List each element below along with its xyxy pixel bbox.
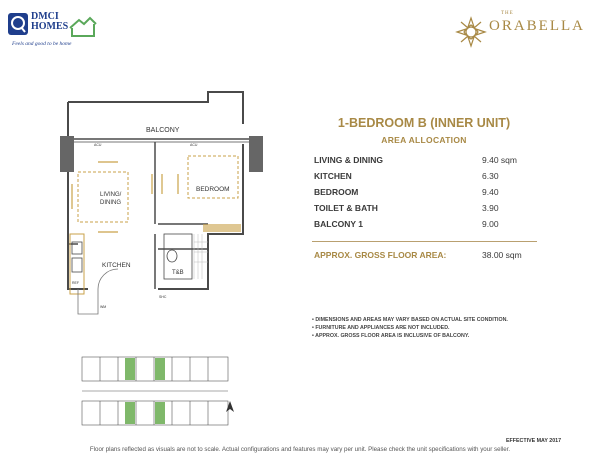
area-row-value: 9.00 [482, 219, 499, 229]
developer-name-line1: DMCI [31, 11, 59, 22]
unit-floor-plan [58, 84, 273, 346]
acu-label: ACU [94, 143, 102, 147]
orabella-emblem-icon [455, 16, 487, 48]
area-row-label: BEDROOM [314, 187, 359, 197]
divider [312, 241, 537, 242]
disclaimer: Floor plans reflected as visuals are not to scale. Actual configurations and features may vary per unit. Please check the unit specifications with your seller. [89, 446, 511, 453]
unit-title: 1-BEDROOM B (INNER UNIT) [337, 116, 511, 130]
area-row-value: 9.40 [482, 187, 499, 197]
area-row-label: BALCONY 1 [314, 219, 363, 229]
cooktop [72, 258, 82, 272]
house-outline-icon [68, 12, 98, 38]
gross-floor-area-label: APPROX. GROSS FLOOR AREA: [314, 250, 447, 260]
north-arrow-icon [224, 400, 236, 414]
wm-label: WM [100, 305, 107, 309]
project-name: ORABELLA [489, 18, 585, 34]
note-item: • FURNITURE AND APPLIANCES ARE NOT INCLUDED. [312, 325, 450, 331]
kitchen-label: KITCHEN [102, 262, 131, 269]
area-allocation-heading: AREA ALLOCATION [381, 135, 467, 145]
toilet-bowl [167, 250, 177, 262]
bedroom-label: BEDROOM [196, 186, 230, 193]
highlighted-unit [155, 358, 165, 380]
area-row-value: 9.40 sqm [482, 155, 517, 165]
living-label-line1: LIVING/ [100, 192, 122, 198]
shc-label: SHC [159, 295, 167, 299]
acu-label: ACU [190, 143, 198, 147]
developer-name-line2: HOMES [31, 21, 69, 32]
wardrobe [203, 224, 241, 232]
structural-column [249, 136, 263, 172]
effective-date: EFFECTIVE MAY 2017 [506, 438, 562, 444]
highlighted-unit [155, 402, 165, 424]
structural-column [60, 136, 74, 172]
highlighted-unit [125, 402, 135, 424]
note-item: • DIMENSIONS AND AREAS MAY VARY BASED ON ACTUAL SITE CONDITION. [312, 317, 508, 323]
project-prefix: THE [501, 11, 514, 16]
area-row-label: KITCHEN [314, 171, 352, 181]
note-item: • APPROX. GROSS FLOOR AREA IS INCLUSIVE OF BALCONY. [312, 333, 470, 339]
area-row-label: TOILET & BATH [314, 203, 378, 213]
highlighted-unit [125, 358, 135, 380]
toilet-bath-label: T&B [172, 270, 184, 276]
area-row-value: 3.90 [482, 203, 499, 213]
area-row-label: LIVING & DINING [314, 155, 383, 165]
ref-label: REF [72, 281, 79, 285]
developer-tagline: Feels and good to be home [12, 41, 72, 47]
balcony-label: BALCONY [146, 127, 180, 134]
dmci-logo-mark-icon [8, 13, 28, 35]
living-label-line2: DINING [100, 200, 121, 206]
gross-floor-area-value: 38.00 sqm [482, 250, 522, 260]
area-row-value: 6.30 [482, 171, 499, 181]
building-key-plan [80, 355, 230, 430]
